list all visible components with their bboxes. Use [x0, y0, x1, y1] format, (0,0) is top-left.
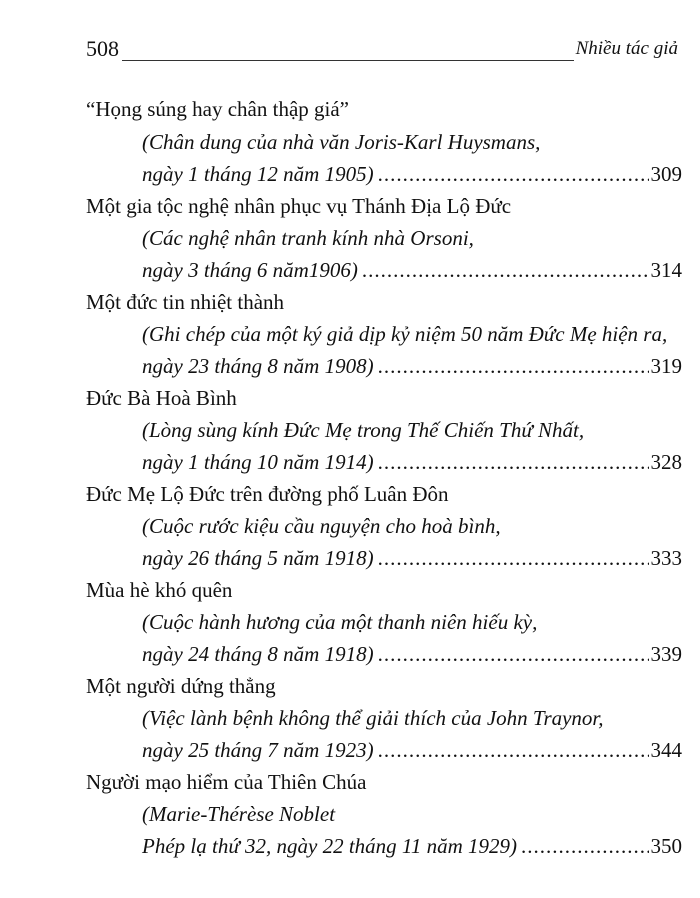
toc-entry-title: Mùa hè khó quên — [86, 578, 233, 602]
dot-leader — [362, 255, 649, 285]
toc-entry-page[interactable]: 339 — [650, 642, 682, 666]
toc-entry-page[interactable]: 333 — [650, 546, 682, 570]
toc-entry[interactable] — [86, 479, 682, 573]
page-number: 508 — [86, 36, 119, 61]
dot-leader — [378, 639, 649, 669]
toc-entry[interactable] — [86, 767, 682, 861]
toc-entry-date-line — [86, 639, 682, 669]
toc-entry-page[interactable]: 319 — [650, 354, 682, 378]
header-rule — [122, 60, 574, 61]
toc-entry-title: Một đức tin nhiệt thành — [86, 290, 285, 314]
toc-entry-subtitle: (Việc lành bệnh không thể giải thích của John Traynor, — [142, 706, 604, 730]
dot-leader — [378, 159, 649, 189]
toc-entry-date-line — [86, 735, 682, 765]
toc-entry-date: ngày 24 tháng 8 năm 1918) — [142, 642, 374, 666]
toc-entry-date: Phép lạ thứ 32, ngày 22 tháng 11 năm 1929) — [142, 834, 518, 858]
toc-entry-title: Người mạo hiểm của Thiên Chúa — [86, 770, 367, 794]
toc-entry-subtitle: (Chân dung của nhà văn Joris-Karl Huysmans, — [142, 130, 541, 154]
toc-entry-date-line — [86, 447, 682, 477]
dot-leader — [378, 735, 649, 765]
toc-entry-page[interactable]: 328 — [650, 450, 682, 474]
table-of-contents — [86, 94, 682, 861]
toc-entry-date-line — [86, 831, 682, 861]
toc-entry-date-line — [86, 255, 682, 285]
page-header — [86, 34, 678, 64]
toc-entry-date: ngày 23 tháng 8 năm 1908) — [142, 354, 374, 378]
toc-entry-title: Đức Mẹ Lộ Đức trên đường phố Luân Đôn — [86, 482, 449, 506]
toc-entry-date-line — [86, 351, 682, 381]
toc-entry-page[interactable]: 350 — [650, 834, 682, 858]
toc-entry-subtitle: (Cuộc rước kiệu cầu nguyện cho hoà bình, — [142, 514, 501, 538]
toc-entry[interactable] — [86, 94, 682, 189]
toc-entry-page[interactable]: 309 — [650, 162, 682, 186]
toc-entry-page[interactable]: 344 — [650, 738, 682, 762]
toc-entry-subtitle: (Ghi chép của một ký giả dịp kỷ niệm 50 năm Đức Mẹ hiện ra, — [142, 322, 668, 346]
dot-leader — [378, 447, 649, 477]
running-title: Nhiều tác giả — [575, 38, 678, 59]
toc-entry-date: ngày 1 tháng 12 năm 1905) — [142, 162, 374, 186]
toc-entry-subtitle: (Lòng sùng kính Đức Mẹ trong Thế Chiến Thứ Nhất, — [142, 418, 585, 442]
toc-entry-title: “Họng súng hay chân thập giá” — [86, 97, 350, 121]
toc-entry[interactable] — [86, 575, 682, 669]
toc-entry-date: ngày 26 tháng 5 năm 1918) — [142, 546, 374, 570]
toc-entry-subtitle: (Cuộc hành hương của một thanh niên hiếu kỳ, — [142, 610, 538, 634]
toc-entry-date: ngày 25 tháng 7 năm 1923) — [142, 738, 374, 762]
toc-entry[interactable] — [86, 287, 682, 381]
toc-entry-date-line — [86, 543, 682, 573]
toc-entry-date: ngày 1 tháng 10 năm 1914) — [142, 450, 374, 474]
toc-entry[interactable] — [86, 191, 682, 285]
toc-entry-title: Một người dứng thẳng — [86, 674, 276, 698]
dot-leader — [378, 543, 649, 573]
toc-entry[interactable] — [86, 383, 682, 477]
toc-entry[interactable] — [86, 671, 682, 765]
toc-entry-subtitle: (Marie-Thérèse Noblet — [142, 802, 336, 826]
toc-entry-page[interactable]: 314 — [650, 258, 682, 282]
toc-entry-subtitle: (Các nghệ nhân tranh kính nhà Orsoni, — [142, 226, 474, 250]
dot-leader — [378, 351, 649, 381]
toc-entry-title: Đức Bà Hoà Bình — [86, 386, 237, 410]
toc-entry-date: ngày 3 tháng 6 năm1906) — [142, 258, 358, 282]
toc-entry-title: Một gia tộc nghệ nhân phục vụ Thánh Địa Lộ Đức — [86, 194, 512, 218]
dot-leader — [521, 831, 648, 861]
toc-entry-date-line — [86, 159, 682, 189]
